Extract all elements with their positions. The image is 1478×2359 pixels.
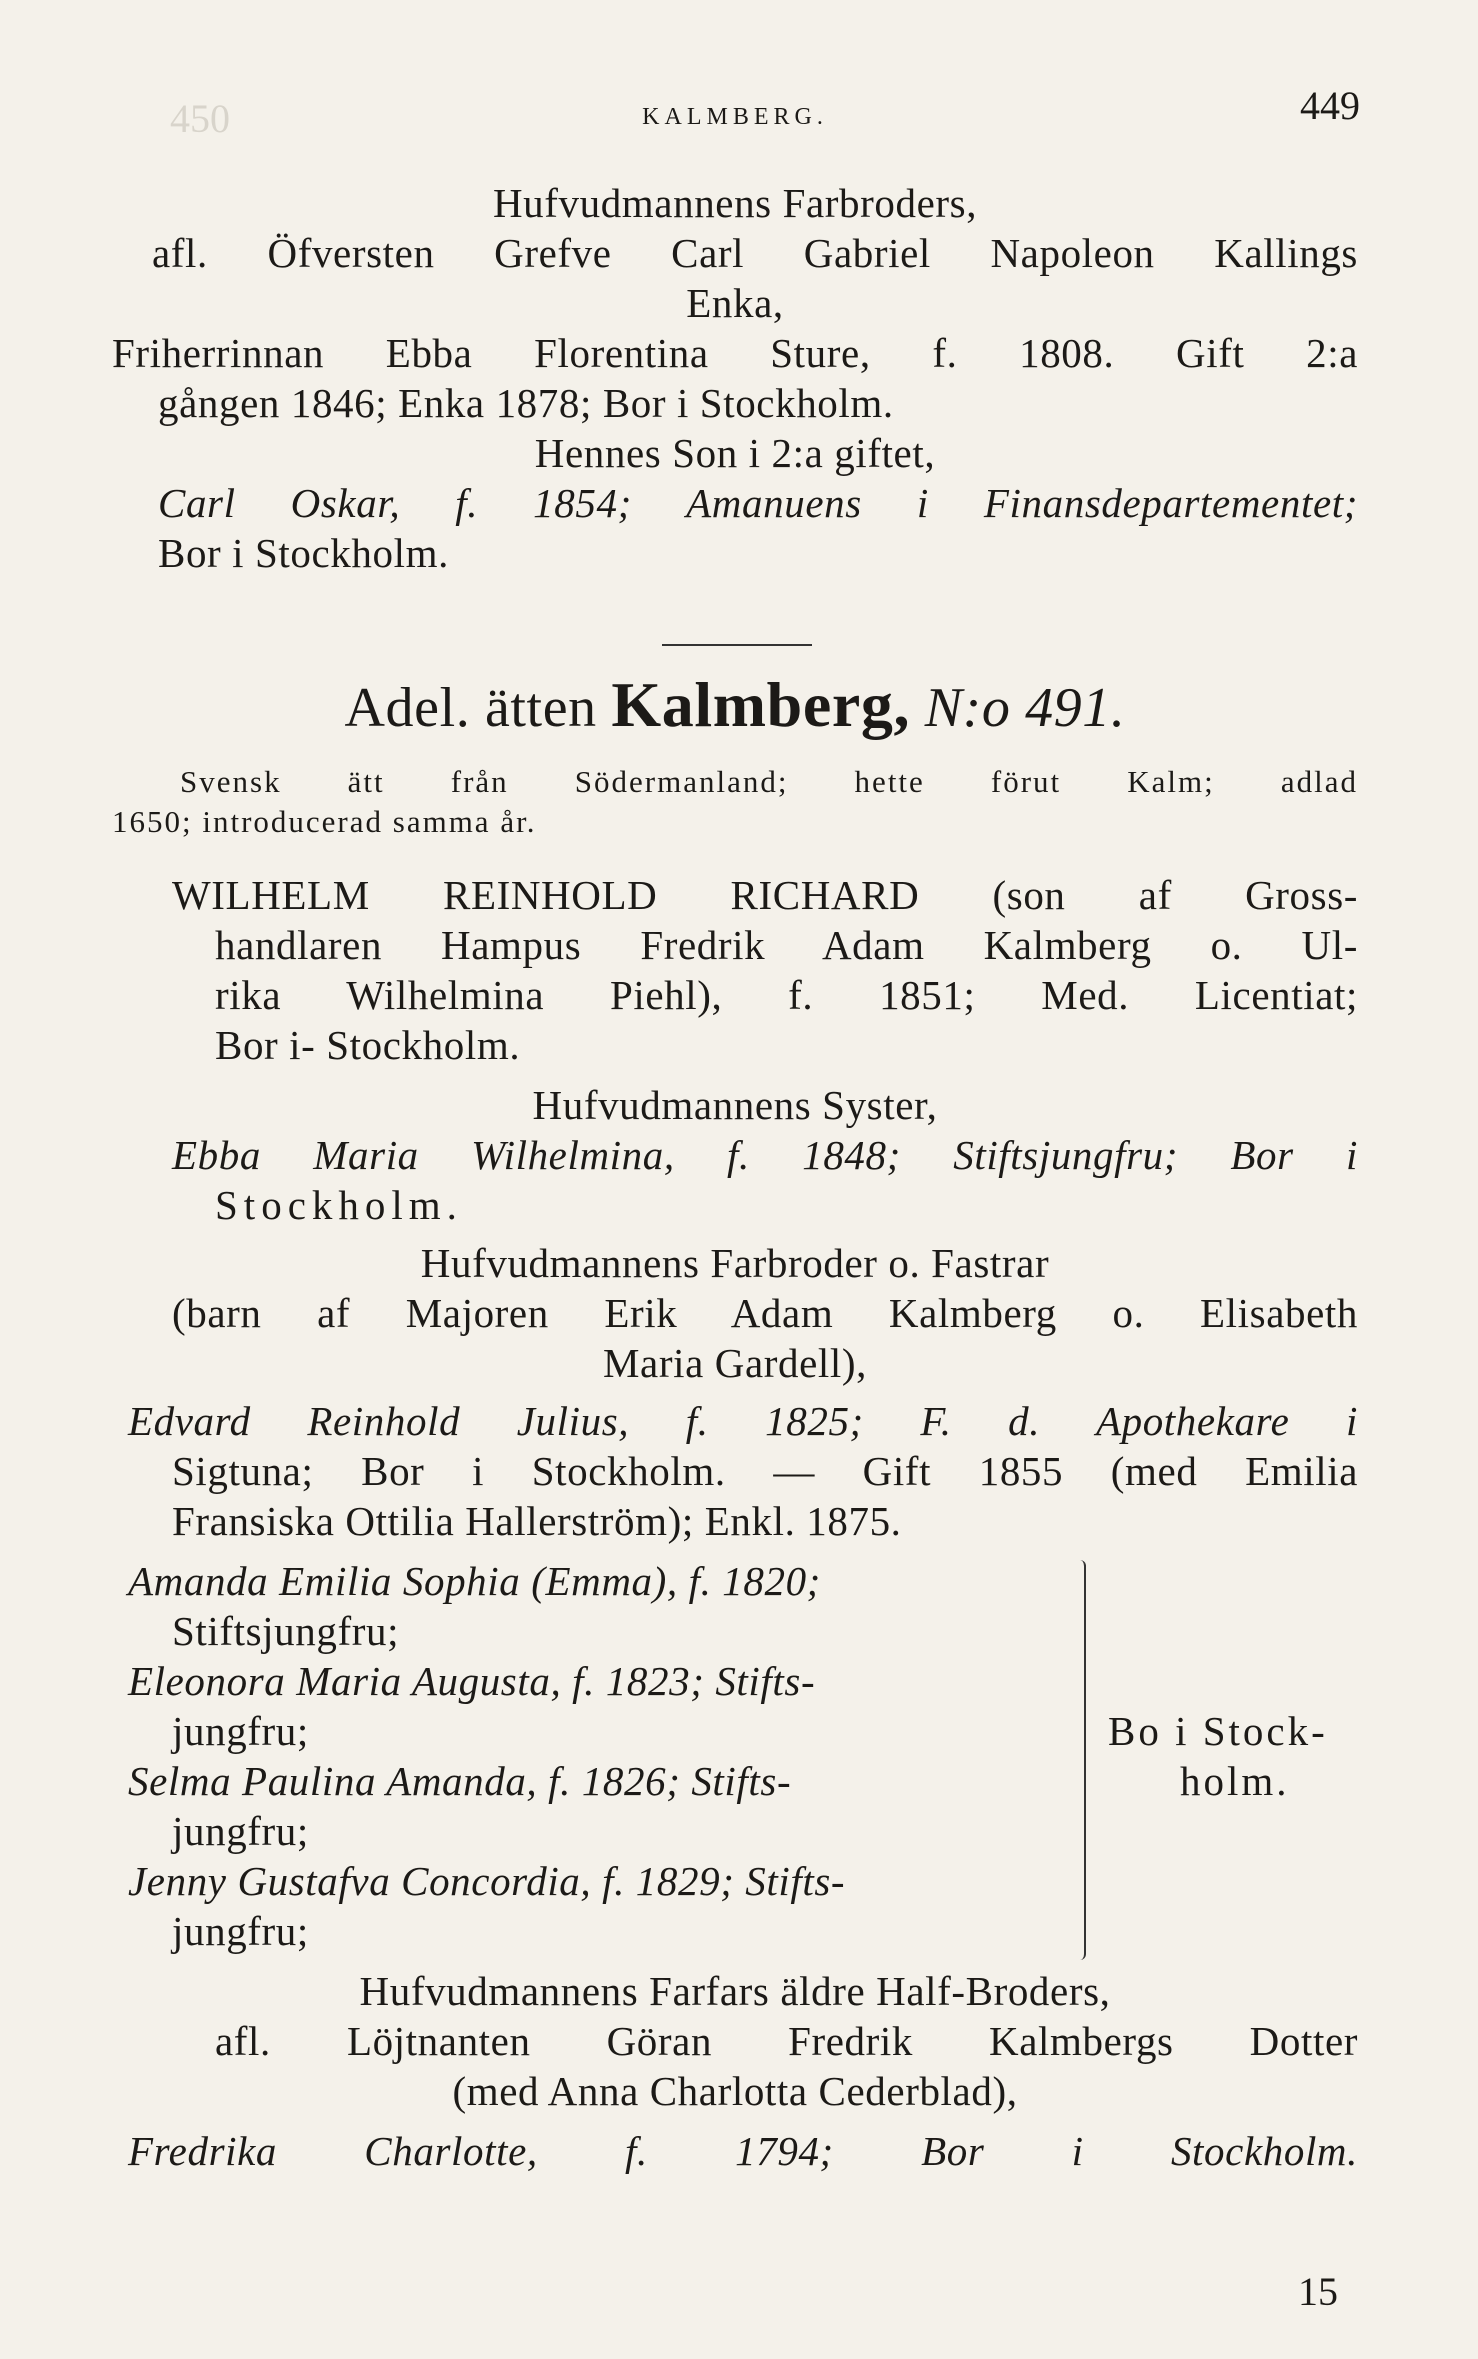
grouping-brace xyxy=(1072,1560,1086,1960)
entry-line: Eleonora Maria Augusta, f. 1823; Stifts- xyxy=(128,1658,816,1704)
entry-line: Edvard Reinhold Julius, f. 1825; F. d. Apothekare i xyxy=(128,1398,1358,1444)
brace-note: Bo i Stock- xyxy=(1108,1708,1328,1754)
entry-line: jungfru; xyxy=(172,1808,309,1854)
entry-line: Fredrika Charlotte, f. 1794; Bor i Stockholm. xyxy=(128,2128,1358,2174)
line: Friherrinnan Ebba Florentina Sture, f. 1808. Gift 2:a xyxy=(112,330,1358,376)
line: Enka, xyxy=(686,280,784,326)
entry-line: (barn af Majoren Erik Adam Kalmberg o. Elisabeth xyxy=(172,1290,1358,1336)
entry-heading: Hufvudmannens Farfars äldre Half-Broders, xyxy=(359,1968,1111,2014)
line: Carl Oskar, f. 1854; Amanuens i Finansdepartementet; xyxy=(158,480,1358,526)
entry-line: rika Wilhelmina Piehl), f. 1851; Med. Licentiat; xyxy=(215,972,1358,1018)
line: Bor i Stockholm. xyxy=(158,530,449,576)
entry-line: Sigtuna; Bor i Stockholm. — Gift 1855 (med Emilia xyxy=(172,1448,1358,1494)
family-intro: 1650; introducerad samma år. xyxy=(112,804,537,839)
family-title xyxy=(112,669,1358,741)
entry-line: jungfru; xyxy=(172,1908,309,1954)
entry-line: handlaren Hampus Fredrik Adam Kalmberg o. Ul- xyxy=(215,922,1358,968)
entry-line: (med Anna Charlotta Cederblad), xyxy=(452,2068,1018,2114)
section-rule xyxy=(662,644,812,646)
bleed-through-page-number: 450 xyxy=(170,96,230,141)
running-title: KALMBERG. xyxy=(642,104,828,130)
brace-note: holm. xyxy=(1180,1758,1290,1804)
family-name: Kalmberg, xyxy=(611,669,911,740)
signature-mark: 15 xyxy=(1298,2269,1338,2314)
entry-line: Jenny Gustafva Concordia, f. 1829; Stifts- xyxy=(128,1858,846,1904)
line-heading: Hufvudmannens Farbroders, xyxy=(492,180,978,226)
family-title-prefix: Adel. ätten xyxy=(344,677,597,739)
line-heading: Hennes Son i 2:a giftet, xyxy=(534,430,936,476)
line: afl. Öfversten Grefve Carl Gabriel Napoleon Kallings xyxy=(152,230,1358,276)
line: gången 1846; Enka 1878; Bor i Stockholm. xyxy=(158,380,894,426)
entry-line: Selma Paulina Amanda, f. 1826; Stifts- xyxy=(128,1758,792,1804)
entry-line: Ebba Maria Wilhelmina, f. 1848; Stiftsjungfru; Bor i xyxy=(172,1132,1358,1178)
entry-heading: Hufvudmannens Farbroder o. Fastrar xyxy=(420,1240,1050,1286)
entry-line: afl. Löjtnanten Göran Fredrik Kalmbergs Dotter xyxy=(215,2018,1358,2064)
entry-line: Bor i- Stockholm. xyxy=(215,1022,521,1068)
entry-line: Fransiska Ottilia Hallerström); Enkl. 1875. xyxy=(172,1498,902,1544)
family-intro: Svensk ätt från Södermanland; hette förut Kalm; adlad xyxy=(180,764,1358,799)
entry-line: Maria Gardell), xyxy=(603,1340,867,1386)
entry-line: Stiftsjungfru; xyxy=(172,1608,400,1654)
entry-line: Amanda Emilia Sophia (Emma), f. 1820; xyxy=(128,1558,821,1604)
entry-line: jungfru; xyxy=(172,1708,309,1754)
entry-line: WILHELM REINHOLD RICHARD (son af Gross- xyxy=(172,872,1358,918)
entry-line: Stockholm. xyxy=(215,1182,463,1228)
page-number: 449 xyxy=(1300,83,1360,128)
entry-heading: Hufvudmannens Syster, xyxy=(532,1082,938,1128)
family-number: N:o 491. xyxy=(924,677,1126,739)
